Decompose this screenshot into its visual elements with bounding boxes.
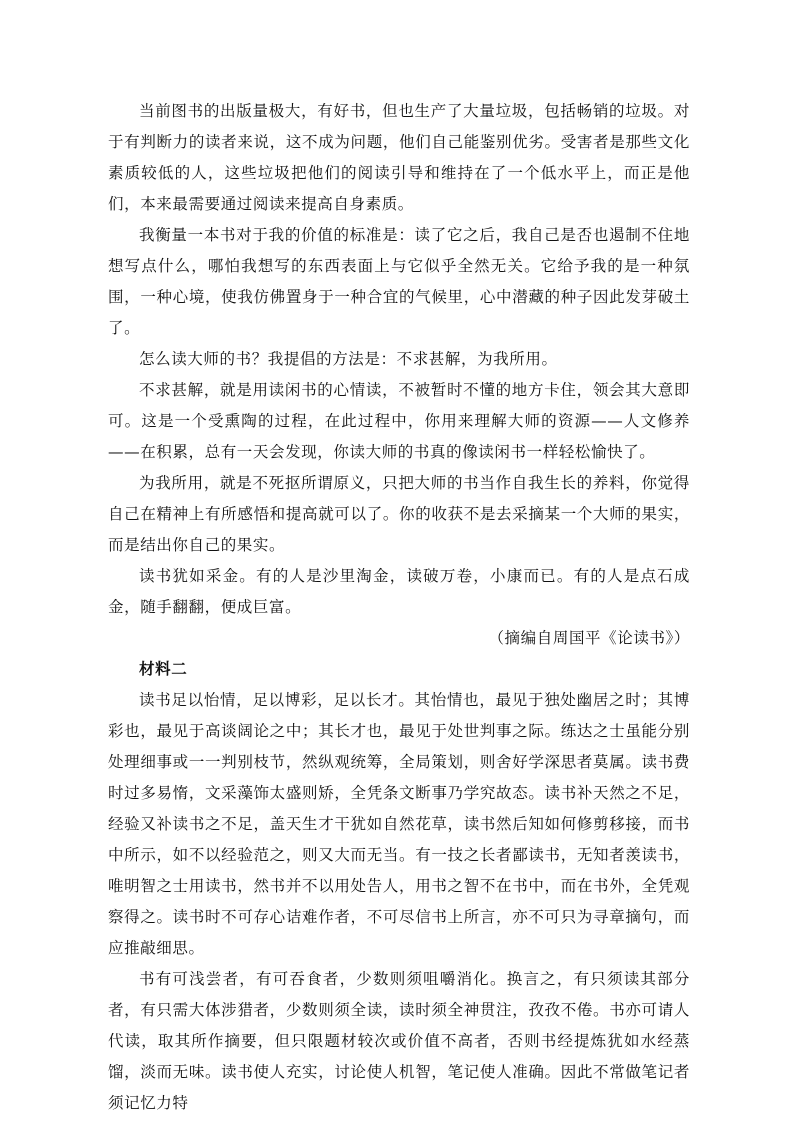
- material2-paragraph-1: 读书足以怡情，足以博彩，足以长才。其怡情也，最见于独处幽居之时；其博彩也，最见于高谈阔论之中；其长才也，最见于处世判事之际。练达之士虽能分别处理细事或一一判别枝节，然纵观统筹，全局策划，则舍好学深思者莫属。读书费时过多易惰，文采藻饰太盛则矫，全凭条文断事乃学究故态。读书补天然之不足，经验又补读书之不足，盖天生才干犹如自然花草，读书然后知如何修剪移接，而书中所示，如不以经验范之，则又大而无当。有一技之长者鄙读书，无知者羡读书，唯明智之士用读书，然书并不以用处告人，用书之智不在书中，而在书外，全凭观察得之。读书时不可存心诘难作者，不可尽信书上所言，亦不可只为寻章摘句，而应推敲细思。: [108, 691, 690, 957]
- material-two: [108, 654, 690, 1119]
- material1-paragraph-2: 我衡量一本书对于我的价值的标准是：读了它之后，我自己是否也遏制不住地想写点什么，哪怕我想写的东西表面上与它似乎全然无关。它给予我的是一种氛围，一种心境，使我仿佛置身于一种合宜的气候里，心中潜藏的种子因此发芽破土了。: [108, 226, 690, 337]
- material2-title: 材料二: [139, 660, 188, 678]
- material1-source-citation: （摘编自周国平《论读书》）: [488, 629, 690, 647]
- material1-paragraph-3: 怎么读大师的书？我提倡的方法是：不求甚解，为我所用。: [139, 350, 558, 368]
- material-one: [108, 96, 690, 654]
- material2-paragraph-2: 书有可浅尝者，有可吞食者，少数则须咀嚼消化。换言之，有只须读其部分者，有只需大体涉猎者，少数则须全读，读时须全神贯注，孜孜不倦。书亦可请人代读，取其所作摘要，但只限题材较次或价值不高者，否则书经提炼犹如水经蒸馏，淡而无味。读书使人充实，讨论使人机智，笔记使人准确。因此不常做笔记者须记忆力特: [108, 970, 690, 1112]
- material1-paragraph-4: 不求甚解，就是用读闲书的心情读，不被暂时不懂的地方卡住，领会其大意即可。这是一个受熏陶的过程，在此过程中，你用来理解大师的资源——人文修养——在积累，总有一天会发现，你读大师的书真的像读闲书一样轻松愉快了。: [108, 381, 690, 461]
- material1-paragraph-1: 当前图书的出版量极大，有好书，但也生产了大量垃圾，包括畅销的垃圾。对于有判断力的读者来说，这不成为问题，他们自己能鉴别优劣。受害者是那些文化素质较低的人，这些垃圾把他们的阅读引导和维持在了一个低水平上，而正是他们，本来最需要通过阅读来提高自身素质。: [108, 102, 690, 213]
- material1-paragraph-5: 为我所用，就是不死抠所谓原义，只把大师的书当作自我生长的养料，你觉得自己在精神上有所感悟和提高就可以了。你的收获不是去采摘某一个大师的果实，而是结出你自己的果实。: [108, 474, 690, 554]
- material1-paragraph-6: 读书犹如采金。有的人是沙里淘金，读破万卷，小康而已。有的人是点石成金，随手翻翻，便成巨富。: [108, 567, 690, 616]
